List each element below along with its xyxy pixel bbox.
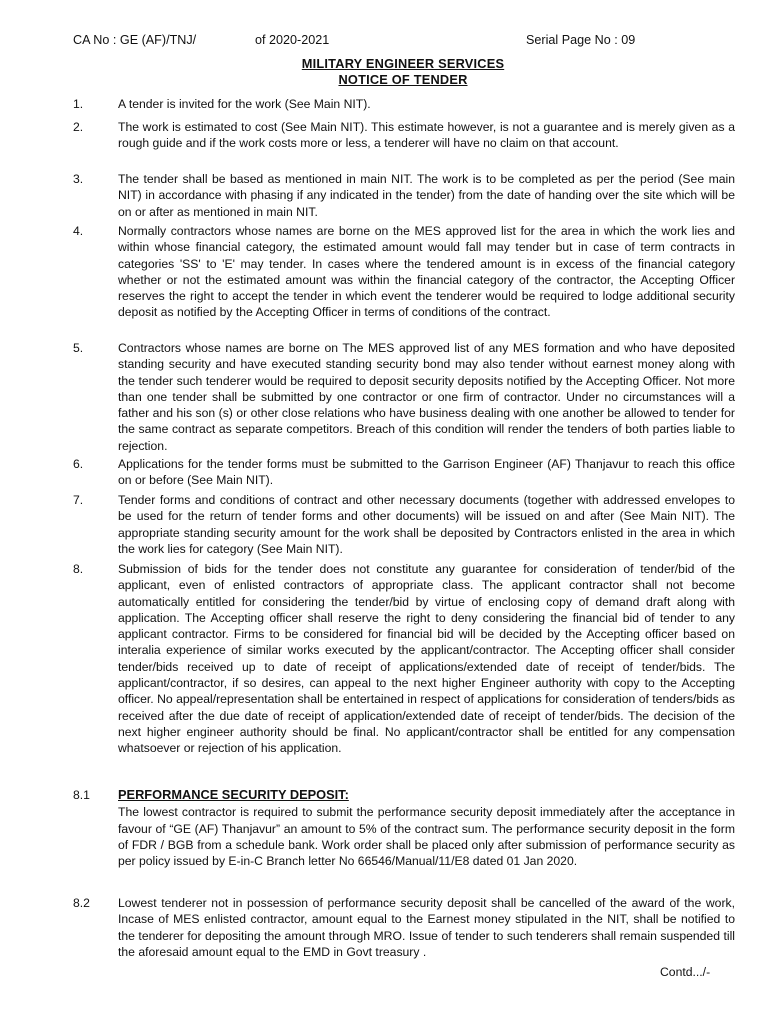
clause-text: The work is estimated to cost (See Main NIT). This estimate however, is not a guarantee and is merely given as a rough guide and if the work costs more or less, a tenderer will have no claim on that account.	[118, 120, 735, 151]
clause-text: Applications for the tender forms must be submitted to the Garrison Engineer (AF) Thanjavur to reach this office on or before (See Main NIT).	[118, 457, 735, 488]
clause-number: 8.	[73, 562, 84, 576]
continued-note: Contd.../-	[660, 965, 711, 979]
clause-number: 4.	[73, 224, 84, 238]
performance-security-heading: PERFORMANCE SECURITY DEPOSIT:	[118, 787, 349, 802]
clause-text: The tender shall be based as mentioned in main NIT. The work is to be completed as per the period (See main NIT) in accordance with phasing if any indicated in the tender) from the date of handing over the site which will be on or after as mentioned in main NIT.	[118, 172, 735, 219]
contract-year: of 2020-2021	[255, 33, 330, 47]
serial-page-number: Serial Page No : 09	[526, 33, 636, 47]
clause-number: 2.	[73, 120, 84, 134]
clause-text: A tender is invited for the work (See Main NIT).	[118, 97, 371, 111]
clause-text: Contractors whose names are borne on The MES approved list of any MES formation and who have deposited standing security and have executed standing security bond may also tender without earnest money along with the tender such tenderer would be required to deposit security deposits notified by the Accepting Officer. Not more than one tender shall be submitted by one contractor or one firm of contractor. Under no circumstances will a father and his son (s) or other close relations who have business dealing with one another be allowed to tender for the same contract as separate competitors. Breach of this condition will render the tenders of both parties liable to rejection.	[118, 341, 735, 453]
ca-number: CA No : GE (AF)/TNJ/	[73, 33, 197, 47]
clause-text: The lowest contractor is required to submit the performance security deposit immediately after the acceptance in favour of “GE (AF) Thanjavur” an amount to 5% of the contract sum. The performance security deposit in the form of FDR / BGB from a schedule bank. Work order shall be placed only after submission of performance security as per policy issued by E-in-C Branch letter No 66546/Manual/11/E8 dated 01 Jan 2020.	[118, 805, 735, 869]
clause-number: 6.	[73, 457, 84, 471]
clause-text: Normally contractors whose names are borne on the MES approved list for the area in which the work lies and within whose financial category, the estimated amount would fall may tender but in case of term contracts in categories 'SS' to 'E' may tender. In cases where the tendered amount is in excess of the financial category whether or not the estimated amount was within the financial category of the contractor, the Accepting Officer reserves the right to accept the tender in which event the tenderer would be required to lodge additional security deposit as notified by the Accepting Officer in terms of conditions of the contract.	[118, 224, 735, 320]
document-subtitle: NOTICE OF TENDER	[338, 72, 468, 87]
clause-number: 5.	[73, 341, 84, 355]
clause-text: Tender forms and conditions of contract and other necessary documents (together with addressed envelopes to be used for the return of tender forms and other documents) will be issued on and after (See Main NIT). The appropriate standing security amount for the work shall be deposited by Contractors enlisted in the area in which the work lies for category (See Main NIT).	[118, 493, 735, 556]
clause-number: 8.2	[73, 896, 90, 910]
clause-text: Lowest tenderer not in possession of performance security deposit shall be cancelled of the award of the work, Incase of MES enlisted contractor, amount equal to the Earnest money stipulated in the NIT, shall be notified to the tenderer for depositing the amount through MRO. Issue of tender to such tenderers shall remain suspended till the aforesaid amount equal to the EMD in Govt treasury .	[118, 896, 735, 959]
clause-text: Submission of bids for the tender does not constitute any guarantee for consideration of tender/bid of the applicant, even of enlisted contractors of appropriate class. The applicant contractor shall not become automatically entitled for considering the tender/bid by virtue of enclosing copy of demand draft along with application. The Accepting officer shall reserve the right to deny considering the financial bid of tender to any applicant contractor. Firms to be considered for financial bid will be decided by the Accepting officer based on interalia experience of similar works executed by the applicant/contractor. The Accepting officer shall consider tender/bids received up to date of receipt of applications/extended date of receipt of tender/bids. The applicant/contractor, if so desires, can appeal to the next higher Engineer authority with copy to the Accepting officer. No appeal/representation shall be entertained in respect of applications for consideration of tenders/bids as received after the due date of receipt of application/extended date of receipt of tender/bids. The decision of the next higher engineer authority should be final. No applicant/contractor shall be entitled for any compensation whatsoever or rejection of his application.	[118, 562, 735, 756]
document-title: MILITARY ENGINEER SERVICES	[301, 56, 505, 71]
clause-number: 3.	[73, 172, 84, 186]
clause-number: 1.	[73, 97, 84, 111]
clause-number: 7.	[73, 493, 84, 507]
clause-number: 8.1	[73, 788, 90, 802]
